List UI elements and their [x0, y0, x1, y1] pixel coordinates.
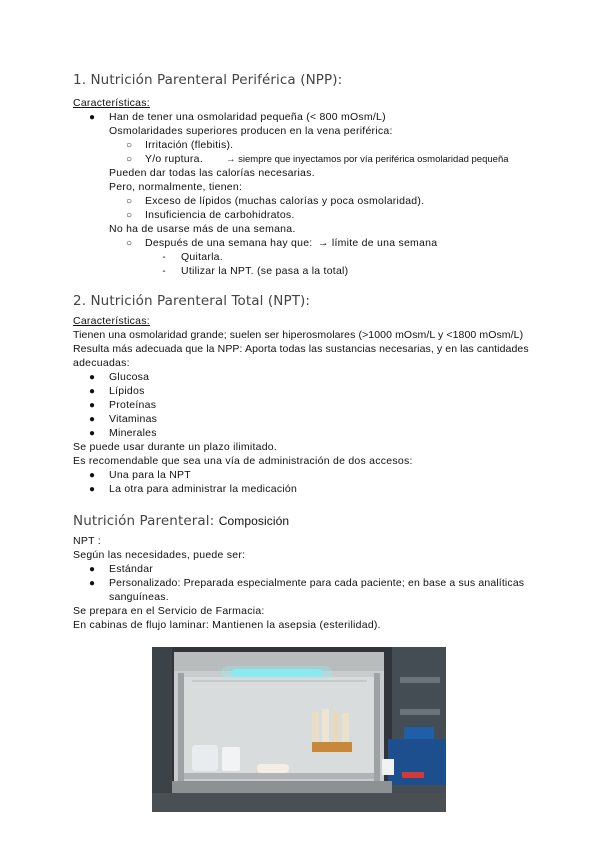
bullet-disc-icon: ●	[88, 414, 96, 425]
personalizado-item-cont: sanguíneas.	[109, 591, 169, 603]
heading-composicion-bold: Composición	[218, 514, 290, 528]
bullet-circle-icon: ○	[125, 154, 133, 165]
bullet-dash-icon: -	[162, 266, 166, 277]
bullet-circle-icon: ○	[125, 238, 133, 249]
bullet-disc-icon: ●	[88, 470, 96, 481]
bullet-circle-icon: ○	[125, 140, 133, 151]
bullet-disc-icon: ●	[88, 372, 96, 383]
npp-no-usar-line: No ha de usarse más de una semana.	[109, 223, 296, 235]
bullet-dash-icon: -	[162, 252, 166, 263]
bullet-disc-icon: ●	[88, 112, 96, 123]
nutrient-list-item: Lípidos	[109, 385, 145, 397]
heading-npp: 1. Nutrición Parenteral Periférica (NPP):	[73, 72, 343, 88]
heading-npt: 2. Nutrición Parenteral Total (NPT):	[73, 293, 311, 309]
nutrient-list-item: Vitaminas	[109, 413, 158, 425]
farmacia-line: Se prepara en el Servicio de Farmacia:	[73, 605, 265, 617]
npp-carbohidratos-item: Insuficiencia de carbohidratos.	[145, 209, 295, 221]
npp-quitarla-item: Quitarla.	[181, 251, 223, 263]
heading-composicion-light: Nutrición Parenteral:	[73, 513, 215, 529]
nutrient-list-item: Glucosa	[109, 371, 150, 383]
personalizado-item: Personalizado: Preparada especialmente para cada paciente; en base a sus analíticas	[109, 577, 525, 589]
npt-adecuadas-line: adecuadas:	[73, 357, 130, 369]
characteristics-label-npt: Características:	[73, 315, 150, 327]
npt-adecuada-line: Resulta más adecuada que la NPP: Aporta todas las sustancias necesarias, y en las cantidades	[73, 343, 529, 355]
npt-osmolaridad-line: Tienen una osmolaridad grande; suelen ser hiperosmolares (>1000 mOsm/L y <1800 mOsm/L)	[73, 329, 524, 341]
bullet-disc-icon: ●	[88, 428, 96, 439]
nutrient-list-item: Minerales	[109, 427, 157, 439]
npp-irritacion-item: Irritación (flebitis).	[145, 139, 234, 151]
bullet-circle-icon: ○	[125, 196, 133, 207]
heading-composicion	[73, 513, 289, 529]
characteristics-label-npp: Características:	[73, 97, 150, 109]
npp-ruptura-item: Y/o ruptura.	[145, 153, 203, 165]
nutrient-list-item: Proteínas	[109, 399, 157, 411]
npp-arrow-note: → siempre que inyectamos por vía periférica osmolaridad pequeña	[226, 154, 509, 165]
bullet-disc-icon: ●	[88, 386, 96, 397]
npt-label: NPT :	[73, 535, 101, 547]
access-list-item: La otra para administrar la medicación	[109, 483, 298, 495]
estandar-item: Estándar	[109, 563, 154, 575]
bullet-disc-icon: ●	[88, 484, 96, 495]
npt-accesos-line: Es recomendable que sea una vía de administración de dos accesos:	[73, 455, 413, 467]
npp-calorias-line: Pueden dar todas las calorías necesarias.	[109, 167, 315, 179]
npp-lipidos-item: Exceso de lípidos (muchas calorías y poca osmolaridad).	[145, 195, 425, 207]
npp-pero-line: Pero, normalmente, tienen:	[109, 181, 243, 193]
access-list-item: Una para la NPT	[109, 469, 191, 481]
bullet-disc-icon: ●	[88, 400, 96, 411]
cabinas-line: En cabinas de flujo laminar: Mantienen la asepsia (esterilidad).	[73, 619, 381, 631]
npt-plazo-line: Se puede usar durante un plazo ilimitado.	[73, 441, 278, 453]
segun-necesidades-line: Según las necesidades, puede ser:	[73, 549, 246, 561]
bullet-disc-icon: ●	[88, 564, 96, 575]
bullet-circle-icon: ○	[125, 210, 133, 221]
laminar-flow-cabinet-photo	[152, 647, 446, 812]
npp-npt-item: Utilizar la NPT. (se pasa a la total)	[181, 265, 349, 277]
npp-semana-note: → límite de una semana	[318, 237, 438, 249]
npp-osm-superior-line: Osmolaridades superiores producen en la vena periférica:	[109, 125, 393, 137]
cabinet-photo-icon	[152, 647, 446, 812]
bullet-disc-icon: ●	[88, 578, 96, 589]
npp-semana-item: Después de una semana hay que:	[145, 237, 313, 249]
npp-osmolaridad-item: Han de tener una osmolaridad pequeña (< 800 mOsm/L)	[109, 111, 386, 123]
